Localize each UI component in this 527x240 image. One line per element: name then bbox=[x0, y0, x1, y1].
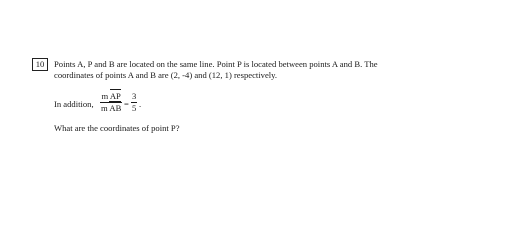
in-addition-label: In addition, bbox=[54, 99, 94, 109]
denominator-segment: AB bbox=[109, 102, 122, 113]
numerator-segment: AP bbox=[109, 91, 121, 101]
question-text-line-1: Points A, P and B are located on the same line. Point P is located between points A and B. The bbox=[54, 59, 378, 69]
value-denominator: 5 bbox=[132, 102, 137, 113]
equals-sign: = bbox=[124, 99, 129, 109]
ratio-numerator bbox=[100, 92, 121, 101]
value-numerator: 3 bbox=[132, 91, 137, 101]
numerator-measure: m bbox=[101, 91, 109, 101]
question-prompt: What are the coordinates of point P? bbox=[54, 123, 180, 133]
value-fraction bbox=[131, 92, 137, 112]
segment-ratio-fraction bbox=[100, 92, 122, 112]
question-text-line-2: coordinates of points A and B are (2, -4) and (12, 1) respectively. bbox=[54, 70, 278, 80]
denominator-measure: m bbox=[101, 102, 108, 113]
sentence-period: . bbox=[139, 99, 142, 109]
question-number-box bbox=[32, 58, 48, 71]
question-number: 10 bbox=[35, 59, 45, 70]
ratio-denominator bbox=[100, 104, 122, 113]
